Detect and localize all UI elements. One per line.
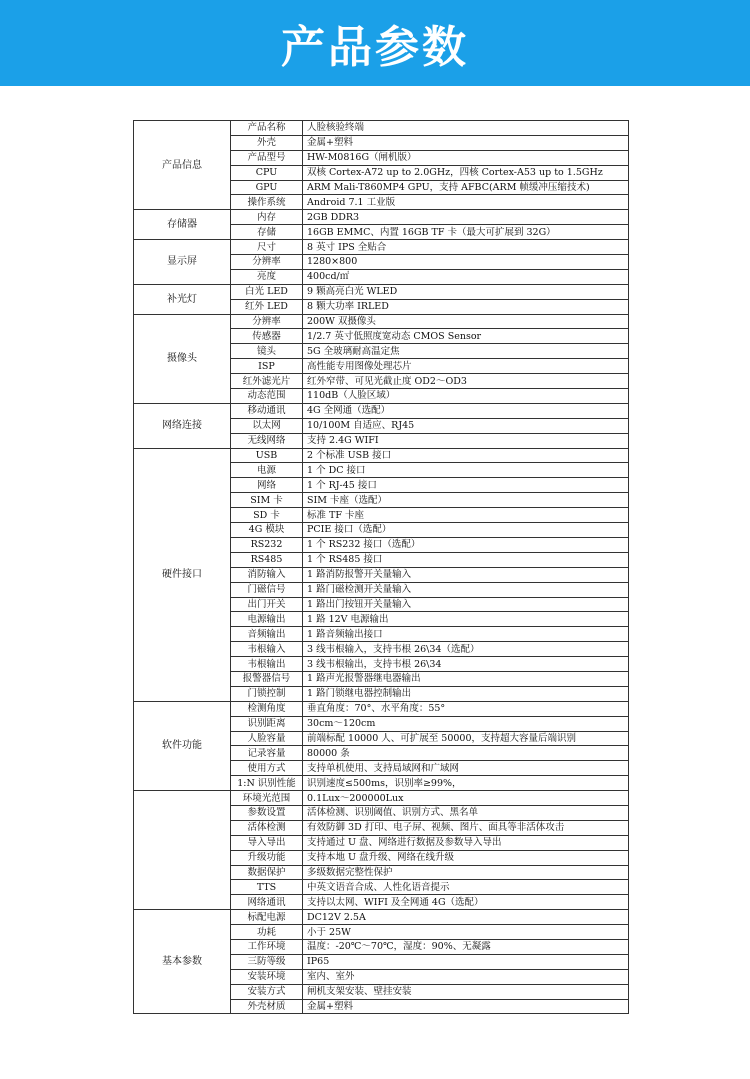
param-value: 闸机支架安装、壁挂安装 (303, 984, 629, 999)
param-name: 红外滤光片 (231, 374, 303, 389)
param-name: 动态范围 (231, 389, 303, 404)
param-value: 1 路门锁继电器控制输出 (303, 686, 629, 701)
param-value: 支持以太网、WIFI 及全网通 4G（选配） (303, 895, 629, 910)
category-cell: 基本参数 (134, 910, 231, 1014)
category-cell: 产品信息 (134, 121, 231, 210)
param-value: 110dB（人脸区域） (303, 389, 629, 404)
param-name: 尺寸 (231, 240, 303, 255)
param-name: 门锁控制 (231, 686, 303, 701)
param-value: 活体检测、识别阈值、识别方式、黑名单 (303, 805, 629, 820)
param-name: RS485 (231, 552, 303, 567)
param-value: 支持本地 U 盘升级、网络在线升级 (303, 850, 629, 865)
param-name: 识别距离 (231, 716, 303, 731)
param-value: 8 颗大功率 IRLED (303, 299, 629, 314)
param-value: 2GB DDR3 (303, 210, 629, 225)
param-value: 金属+塑料 (303, 999, 629, 1014)
category-cell: 网络连接 (134, 403, 231, 448)
param-name: 功耗 (231, 925, 303, 940)
param-name: 存储 (231, 225, 303, 240)
param-name: 传感器 (231, 329, 303, 344)
header-banner (0, 0, 750, 86)
category-cell: 软件功能 (134, 701, 231, 790)
param-value: 30cm～120cm (303, 716, 629, 731)
param-value: 3 线韦根输出，支持韦根 26\34 (303, 657, 629, 672)
param-value: 1 路门磁检测开关量输入 (303, 582, 629, 597)
param-value: 16GB EMMC、内置 16GB TF 卡（最大可扩展到 32G） (303, 225, 629, 240)
param-name: 亮度 (231, 269, 303, 284)
param-value: 1 路声光报警器继电器输出 (303, 671, 629, 686)
param-value: 室内、室外 (303, 969, 629, 984)
param-value: 高性能专用图像处理芯片 (303, 359, 629, 374)
spec-table (133, 120, 629, 1014)
param-name: 内存 (231, 210, 303, 225)
param-name: 升级功能 (231, 850, 303, 865)
param-name: 安装环境 (231, 969, 303, 984)
category-cell: 显示屏 (134, 240, 231, 285)
param-name: 白光 LED (231, 284, 303, 299)
param-name: RS232 (231, 537, 303, 552)
param-value: 1 个 RS232 接口（选配） (303, 537, 629, 552)
param-name: 韦根输入 (231, 642, 303, 657)
param-name: 记录容量 (231, 746, 303, 761)
param-value: Android 7.1 工业版 (303, 195, 629, 210)
param-name: 网络 (231, 478, 303, 493)
param-name: 外壳 (231, 135, 303, 150)
param-value: 人脸核验终端 (303, 121, 629, 136)
param-name: 红外 LED (231, 299, 303, 314)
param-name: 出门开关 (231, 597, 303, 612)
param-value: HW-M0816G（闸机版） (303, 150, 629, 165)
param-value: SIM 卡座（选配） (303, 493, 629, 508)
category-cell: 摄像头 (134, 314, 231, 403)
category-cell (134, 791, 231, 910)
param-name: TTS (231, 880, 303, 895)
param-name: 消防输入 (231, 567, 303, 582)
param-value: 双核 Cortex-A72 up to 2.0GHz，四核 Cortex-A53 up to 1.5GHz (303, 165, 629, 180)
param-value: 1/2.7 英寸低照度宽动态 CMOS Sensor (303, 329, 629, 344)
param-name: 以太网 (231, 418, 303, 433)
param-name: 报警器信号 (231, 671, 303, 686)
param-value: 0.1Lux～200000Lux (303, 791, 629, 806)
param-name: SD 卡 (231, 508, 303, 523)
param-value: 1 路出门按钮开关量输入 (303, 597, 629, 612)
param-value: 垂直角度：70°、水平角度：55° (303, 701, 629, 716)
param-name: 外壳材质 (231, 999, 303, 1014)
param-value: 中英文语音合成、人性化语音提示 (303, 880, 629, 895)
param-name: CPU (231, 165, 303, 180)
param-value: 支持 2.4G WIFI (303, 433, 629, 448)
param-name: 活体检测 (231, 820, 303, 835)
param-value: 小于 25W (303, 925, 629, 940)
param-value: DC12V 2.5A (303, 910, 629, 925)
table-row (134, 791, 629, 806)
param-name: 4G 模块 (231, 523, 303, 538)
category-cell: 硬件接口 (134, 448, 231, 701)
param-name: 1:N 识别性能 (231, 776, 303, 791)
param-name: 分辨率 (231, 314, 303, 329)
table-row (134, 121, 629, 136)
param-name: USB (231, 448, 303, 463)
param-name: 环境光范围 (231, 791, 303, 806)
category-cell: 补光灯 (134, 284, 231, 314)
table-row (134, 240, 629, 255)
table-row (134, 314, 629, 329)
param-value: 10/100M 自适应、RJ45 (303, 418, 629, 433)
param-value: 4G 全网通（选配） (303, 403, 629, 418)
param-name: 检测角度 (231, 701, 303, 716)
param-name: 工作环境 (231, 939, 303, 954)
param-value: 400cd/㎡ (303, 269, 629, 284)
param-name: 参数设置 (231, 805, 303, 820)
param-value: 有效防御 3D 打印、电子屏、视频、图片、面具等非活体攻击 (303, 820, 629, 835)
param-value: 1 路消防报警开关量输入 (303, 567, 629, 582)
param-value: 多级数据完整性保护 (303, 865, 629, 880)
param-value: 8 英寸 IPS 全贴合 (303, 240, 629, 255)
param-name: 分辨率 (231, 255, 303, 270)
param-name: 移动通讯 (231, 403, 303, 418)
param-value: 1 个 RJ-45 接口 (303, 478, 629, 493)
param-value: 金属+塑料 (303, 135, 629, 150)
param-value: 200W 双摄像头 (303, 314, 629, 329)
param-value: 80000 条 (303, 746, 629, 761)
param-value: 9 颗高亮白光 WLED (303, 284, 629, 299)
param-value: 1 个 DC 接口 (303, 463, 629, 478)
table-row (134, 403, 629, 418)
param-name: 镜头 (231, 344, 303, 359)
param-value: 1 个 RS485 接口 (303, 552, 629, 567)
param-name: 电源输出 (231, 612, 303, 627)
table-row (134, 448, 629, 463)
param-name: 使用方式 (231, 761, 303, 776)
param-name: 韦根输出 (231, 657, 303, 672)
param-name: 产品名称 (231, 121, 303, 136)
param-value: 1 路音频输出接口 (303, 627, 629, 642)
param-name: SIM 卡 (231, 493, 303, 508)
param-name: 安装方式 (231, 984, 303, 999)
table-row (134, 210, 629, 225)
param-value: ARM Mali-T860MP4 GPU，支持 AFBC(ARM 帧缓冲压缩技术) (303, 180, 629, 195)
param-value: 标准 TF 卡座 (303, 508, 629, 523)
param-name: 电源 (231, 463, 303, 478)
param-value: 温度：-20℃～70℃，湿度：90%、无凝露 (303, 939, 629, 954)
param-value: PCIE 接口（选配） (303, 523, 629, 538)
param-name: 标配电源 (231, 910, 303, 925)
param-name: 门磁信号 (231, 582, 303, 597)
param-name: 数据保护 (231, 865, 303, 880)
param-name: ISP (231, 359, 303, 374)
spec-table-body (134, 121, 629, 1014)
param-value: 1 路 12V 电源输出 (303, 612, 629, 627)
param-name: 网络通讯 (231, 895, 303, 910)
param-name: GPU (231, 180, 303, 195)
param-value: 红外窄带、可见光截止度 OD2～OD3 (303, 374, 629, 389)
param-value: 2 个标准 USB 接口 (303, 448, 629, 463)
table-row (134, 284, 629, 299)
param-value: 识别速度≤500ms，识别率≥99%， (303, 776, 629, 791)
param-name: 无线网络 (231, 433, 303, 448)
param-value: 1280×800 (303, 255, 629, 270)
param-value: 支持通过 U 盘、网络进行数据及参数导入导出 (303, 835, 629, 850)
param-name: 人脸容量 (231, 731, 303, 746)
category-cell: 存储器 (134, 210, 231, 240)
param-name: 导入导出 (231, 835, 303, 850)
param-name: 音频输出 (231, 627, 303, 642)
page-title: 产品参数 (281, 22, 469, 73)
param-value: 支持单机使用、支持局域网和广域网 (303, 761, 629, 776)
param-value: 前端标配 10000 人、可扩展至 50000，支持超大容量后端识别 (303, 731, 629, 746)
param-name: 产品型号 (231, 150, 303, 165)
table-row (134, 701, 629, 716)
param-value: 5G 全玻璃耐高温定焦 (303, 344, 629, 359)
param-name: 三防等级 (231, 954, 303, 969)
param-name: 操作系统 (231, 195, 303, 210)
table-row (134, 910, 629, 925)
param-value: IP65 (303, 954, 629, 969)
param-value: 3 线韦根输入，支持韦根 26\34（选配） (303, 642, 629, 657)
